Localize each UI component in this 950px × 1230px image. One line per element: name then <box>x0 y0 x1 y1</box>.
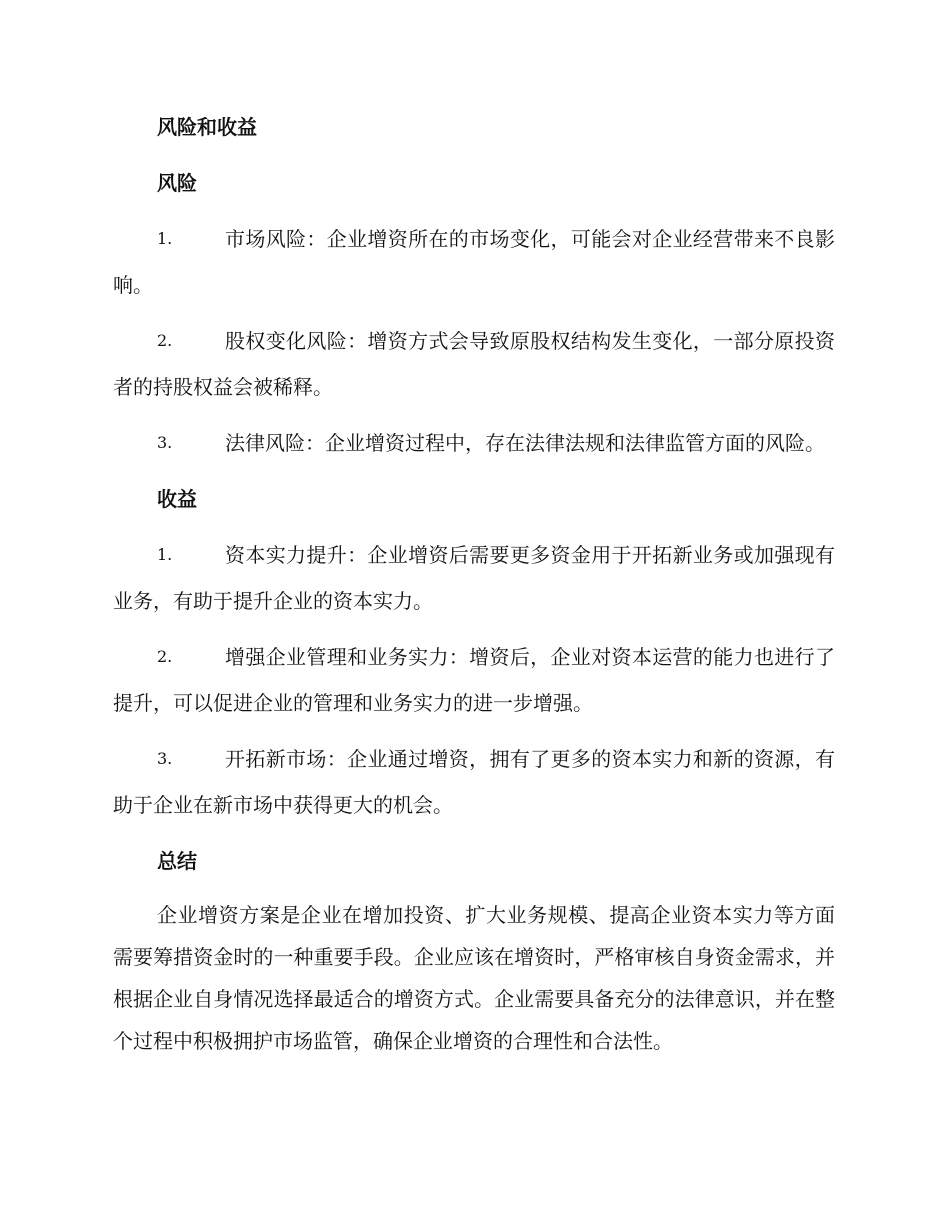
list-item-text: 市场风险：企业增资所在的市场变化，可能会对企业经营带来不良影响。 <box>113 227 835 297</box>
benefit-heading: 收益 <box>157 487 197 511</box>
list-item-text: 股权变化风险：增资方式会导致原股权结构发生变化，一部分原投资者的持股权益会被稀释。 <box>113 329 835 399</box>
benefit-item-1 <box>113 532 835 624</box>
list-item-text: 增强企业管理和业务实力：增资后，企业对资本运营的能力也进行了提升，可以促进企业的管理和业务实力的进一步增强。 <box>113 645 835 715</box>
list-number: 3. <box>157 433 173 452</box>
benefit-item-3 <box>113 736 835 828</box>
risk-item-2 <box>113 318 835 410</box>
list-number: 2. <box>157 647 173 666</box>
list-item-text: 法律风险：企业增资过程中，存在法律法规和法律监管方面的风险。 <box>225 431 825 455</box>
summary-heading: 总结 <box>157 849 197 873</box>
list-number: 3. <box>157 749 173 768</box>
document-page <box>113 104 835 1082</box>
list-item-text: 开拓新市场：企业通过增资，拥有了更多的资本实力和新的资源，有助于企业在新市场中获得更大的机会。 <box>113 747 835 817</box>
list-number: 1. <box>157 545 173 564</box>
list-number: 2. <box>157 331 173 350</box>
risk-item-3 <box>113 420 835 466</box>
summary-paragraph: 企业增资方案是企业在增加投资、扩大业务规模、提高企业资本实力等方面需要筹措资金时的一种重要手段。企业应该在增资时，严格审核自身资金需求，并根据企业自身情况选择最适合的增资方式。企业需要具备充分的法律意识，并在整个过程中积极拥护市场监管，确保企业增资的合理性和合法性。 <box>113 903 835 1053</box>
benefit-item-2 <box>113 634 835 726</box>
list-item-text: 资本实力提升：企业增资后需要更多资金用于开拓新业务或加强现有业务，有助于提升企业的资本实力。 <box>113 543 835 613</box>
section-title: 风险和收益 <box>157 115 257 139</box>
risk-heading: 风险 <box>157 171 197 195</box>
list-number: 1. <box>157 229 173 248</box>
risk-item-1 <box>113 216 835 308</box>
